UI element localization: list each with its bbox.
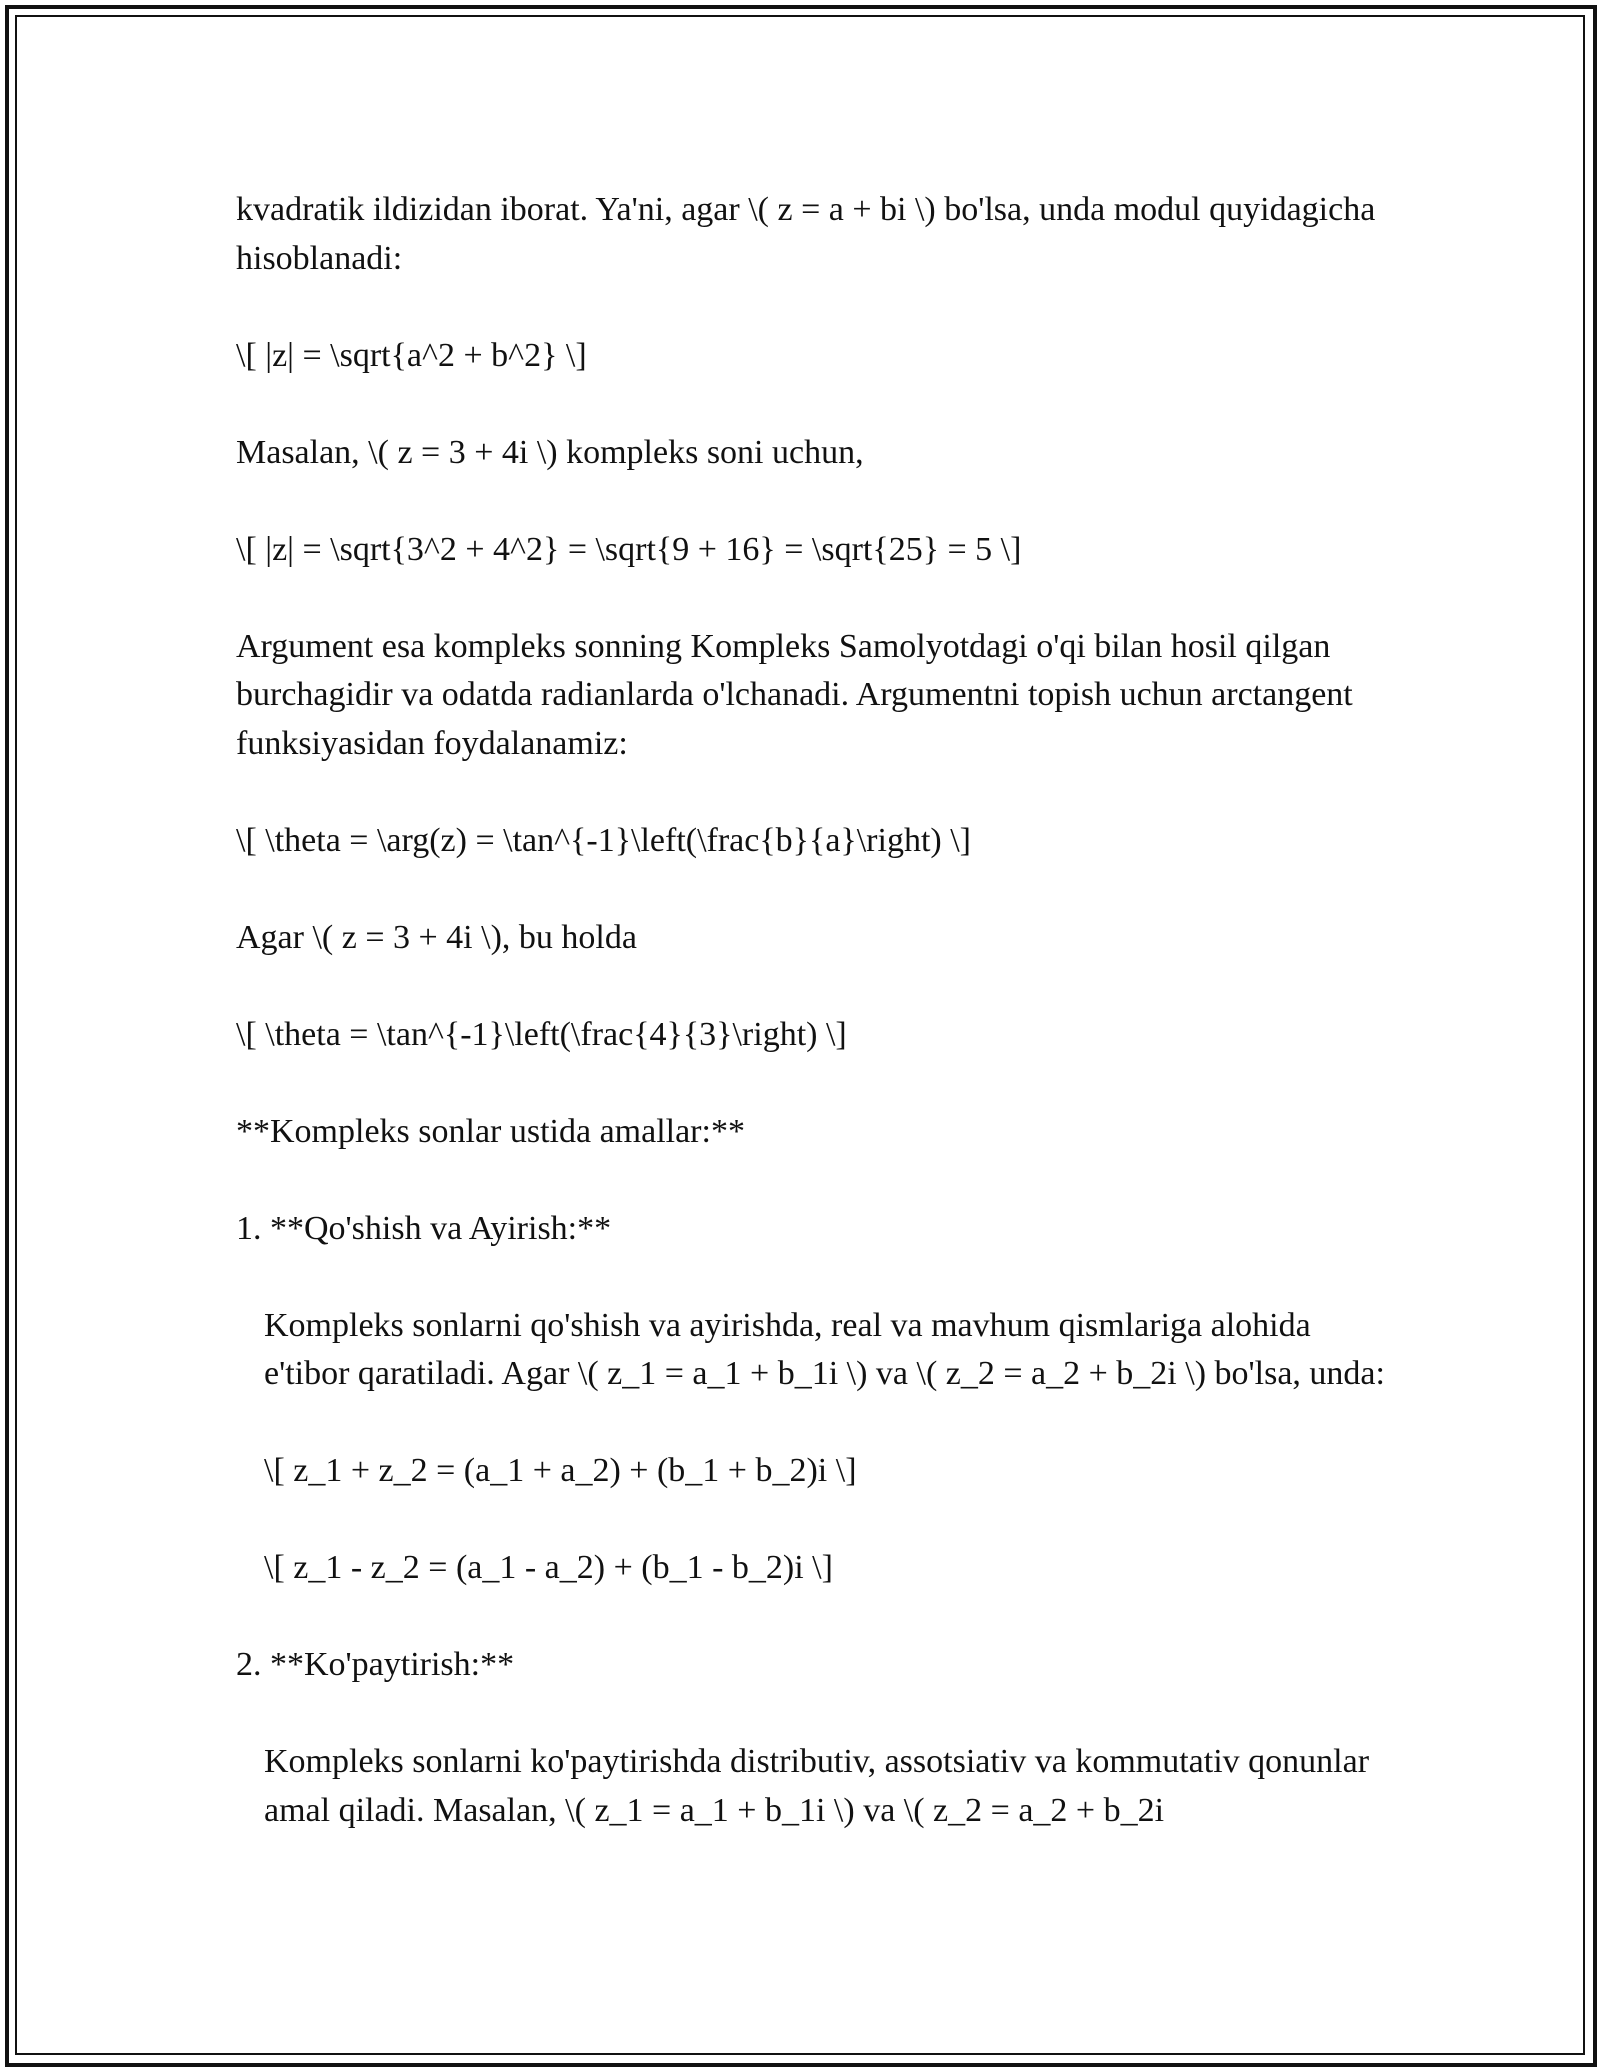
formula-modulus-example: \[ |z| = \sqrt{3^2 + 4^2} = \sqrt{9 + 16} = \sqrt{25} = 5 \] bbox=[236, 530, 1022, 568]
paragraph-addition: Kompleks sonlarni qo'shish va ayirishda, real va mavhum qismlariga alohida e'tibor qaratiladi. Agar \( z_1 = a_1 + b_1i \) va \( z_2 = a_2 + b_2i \) bo'lsa, unda: bbox=[264, 1306, 1385, 1392]
paragraph-example: Masalan, \( z = 3 + 4i \) kompleks soni uchun, bbox=[236, 433, 864, 471]
formula-difference: \[ z_1 - z_2 = (a_1 - a_2) + (b_1 - b_2)i \] bbox=[264, 1549, 833, 1586]
section-heading-operations: **Kompleks sonlar ustida amallar:** bbox=[236, 1112, 745, 1150]
list-item-addition-heading: 1. **Qo'shish va Ayirish:** bbox=[236, 1209, 612, 1247]
formula-argument-example: \[ \theta = \tan^{-1}\left(\frac{4}{3}\right) \] bbox=[236, 1015, 847, 1053]
document-body bbox=[236, 186, 1386, 1884]
formula-sum: \[ z_1 + z_2 = (a_1 + a_2) + (b_1 + b_2)i \] bbox=[264, 1452, 857, 1489]
paragraph-argument-example: Agar \( z = 3 + 4i \), bu holda bbox=[236, 918, 637, 956]
paragraph-multiplication: Kompleks sonlarni ko'paytirishda distributiv, assotsiativ va kommutativ qonunlar amal qiladi. Masalan, \( z_1 = a_1 + b_1i \) va \( z_2 = a_2 + b_2i bbox=[264, 1743, 1378, 1829]
list-item-multiplication-heading: 2. **Ko'paytirish:** bbox=[236, 1646, 515, 1683]
paragraph-argument-intro: Argument esa kompleks sonning Kompleks Samolyotdagi o'qi bilan hosil qilgan burchagidir va odatda radianlarda o'lchanadi. Argumentni topish uchun arctangent funksiyasidan foydalanamiz: bbox=[236, 627, 1362, 762]
formula-modulus: \[ |z| = \sqrt{a^2 + b^2} \] bbox=[236, 336, 587, 374]
paragraph-modulus-intro: kvadratik ildizidan iborat. Ya'ni, agar \( z = a + bi \) bo'lsa, unda modul quyidagicha hisoblanadi: bbox=[236, 191, 1384, 277]
formula-argument: \[ \theta = \arg(z) = \tan^{-1}\left(\frac{b}{a}\right) \] bbox=[236, 821, 971, 859]
